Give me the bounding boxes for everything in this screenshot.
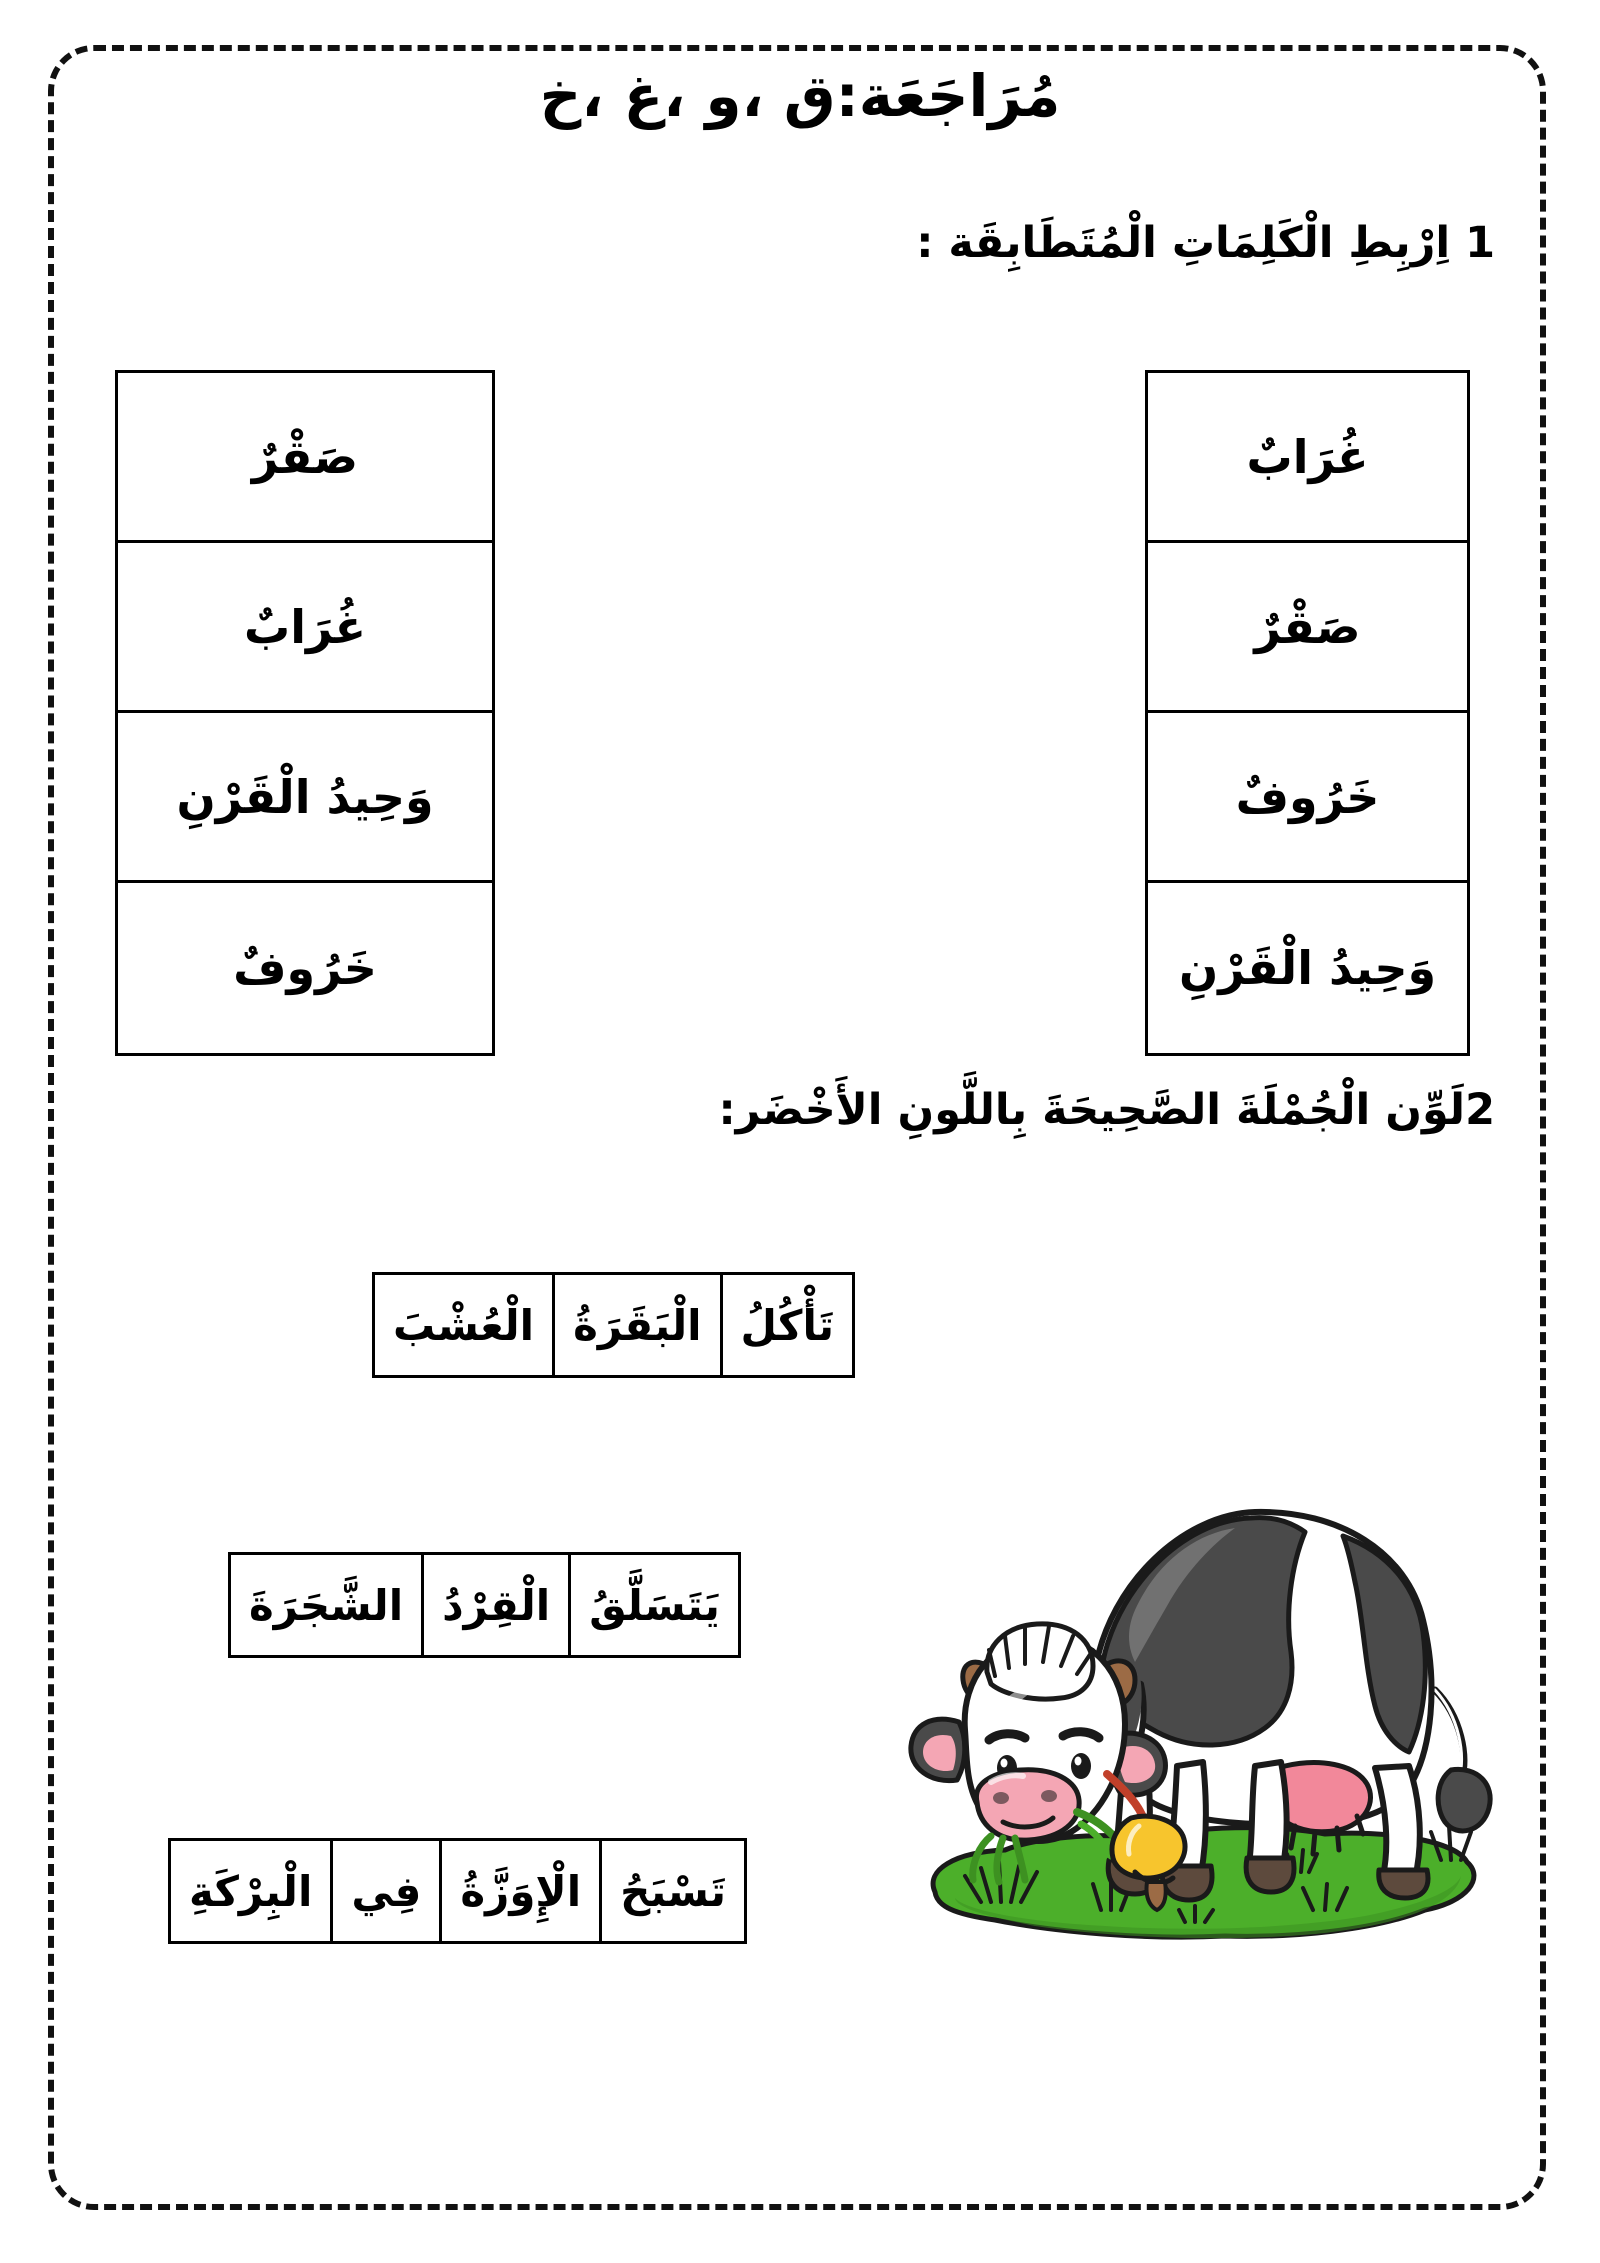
word-cell[interactable]: غُرَابٌ (1148, 373, 1467, 543)
sentence-word[interactable]: فِي (330, 1841, 439, 1941)
word-cell[interactable]: صَقْرٌ (118, 373, 492, 543)
exercise-2-instruction: 2لَوِّن الْجُمْلَةَ الصَّحِيحَةَ بِاللَّونِ الأَخْضَر: (718, 1085, 1495, 1135)
grazing-cow-illustration (895, 1440, 1515, 1960)
cow-tail (1435, 1690, 1490, 1831)
sentence-word[interactable]: الشَّجَرَةَ (249, 1580, 404, 1630)
sentence-strip[interactable] (228, 1552, 741, 1658)
sentence-word[interactable]: تَأْكُلُ (720, 1275, 852, 1375)
sentence-word[interactable]: يَتَسَلَّقُ (568, 1555, 738, 1655)
sentence-word[interactable]: الْبَقَرَةُ (552, 1275, 719, 1375)
word-cell[interactable]: صَقْرٌ (1148, 543, 1467, 713)
sentence-word[interactable]: الْبِرْكَةِ (189, 1866, 313, 1916)
cow-head (965, 1624, 1125, 1841)
matching-column-left (115, 370, 495, 1056)
word-cell[interactable]: خَرُوفٌ (1148, 713, 1467, 883)
matching-column-right (1145, 370, 1470, 1056)
sentence-word[interactable]: تَسْبَحُ (599, 1841, 744, 1941)
sentence-strip[interactable] (372, 1272, 855, 1378)
exercise-1-instruction: 1 اِرْبِطِ الْكَلِمَاتِ الْمُتَطَابِقَة : (916, 218, 1495, 268)
word-cell[interactable]: غُرَابٌ (118, 543, 492, 713)
page-title: مُرَاجَعَة:ق ،و ،غ ،خ (539, 62, 1061, 130)
sentence-word[interactable]: الْإِوَزَّةُ (439, 1841, 599, 1941)
sentence-strip[interactable] (168, 1838, 747, 1944)
word-cell[interactable]: وَحِيدُ الْقَرْنِ (118, 713, 492, 883)
matching-exercise-area (0, 370, 1600, 1060)
word-cell[interactable]: خَرُوفٌ (233, 941, 377, 995)
sentence-word[interactable]: الْقِرْدُ (421, 1555, 568, 1655)
sentence-word[interactable]: الْعُشْبَ (393, 1300, 535, 1350)
word-cell[interactable]: وَحِيدُ الْقَرْنِ (1178, 941, 1437, 995)
